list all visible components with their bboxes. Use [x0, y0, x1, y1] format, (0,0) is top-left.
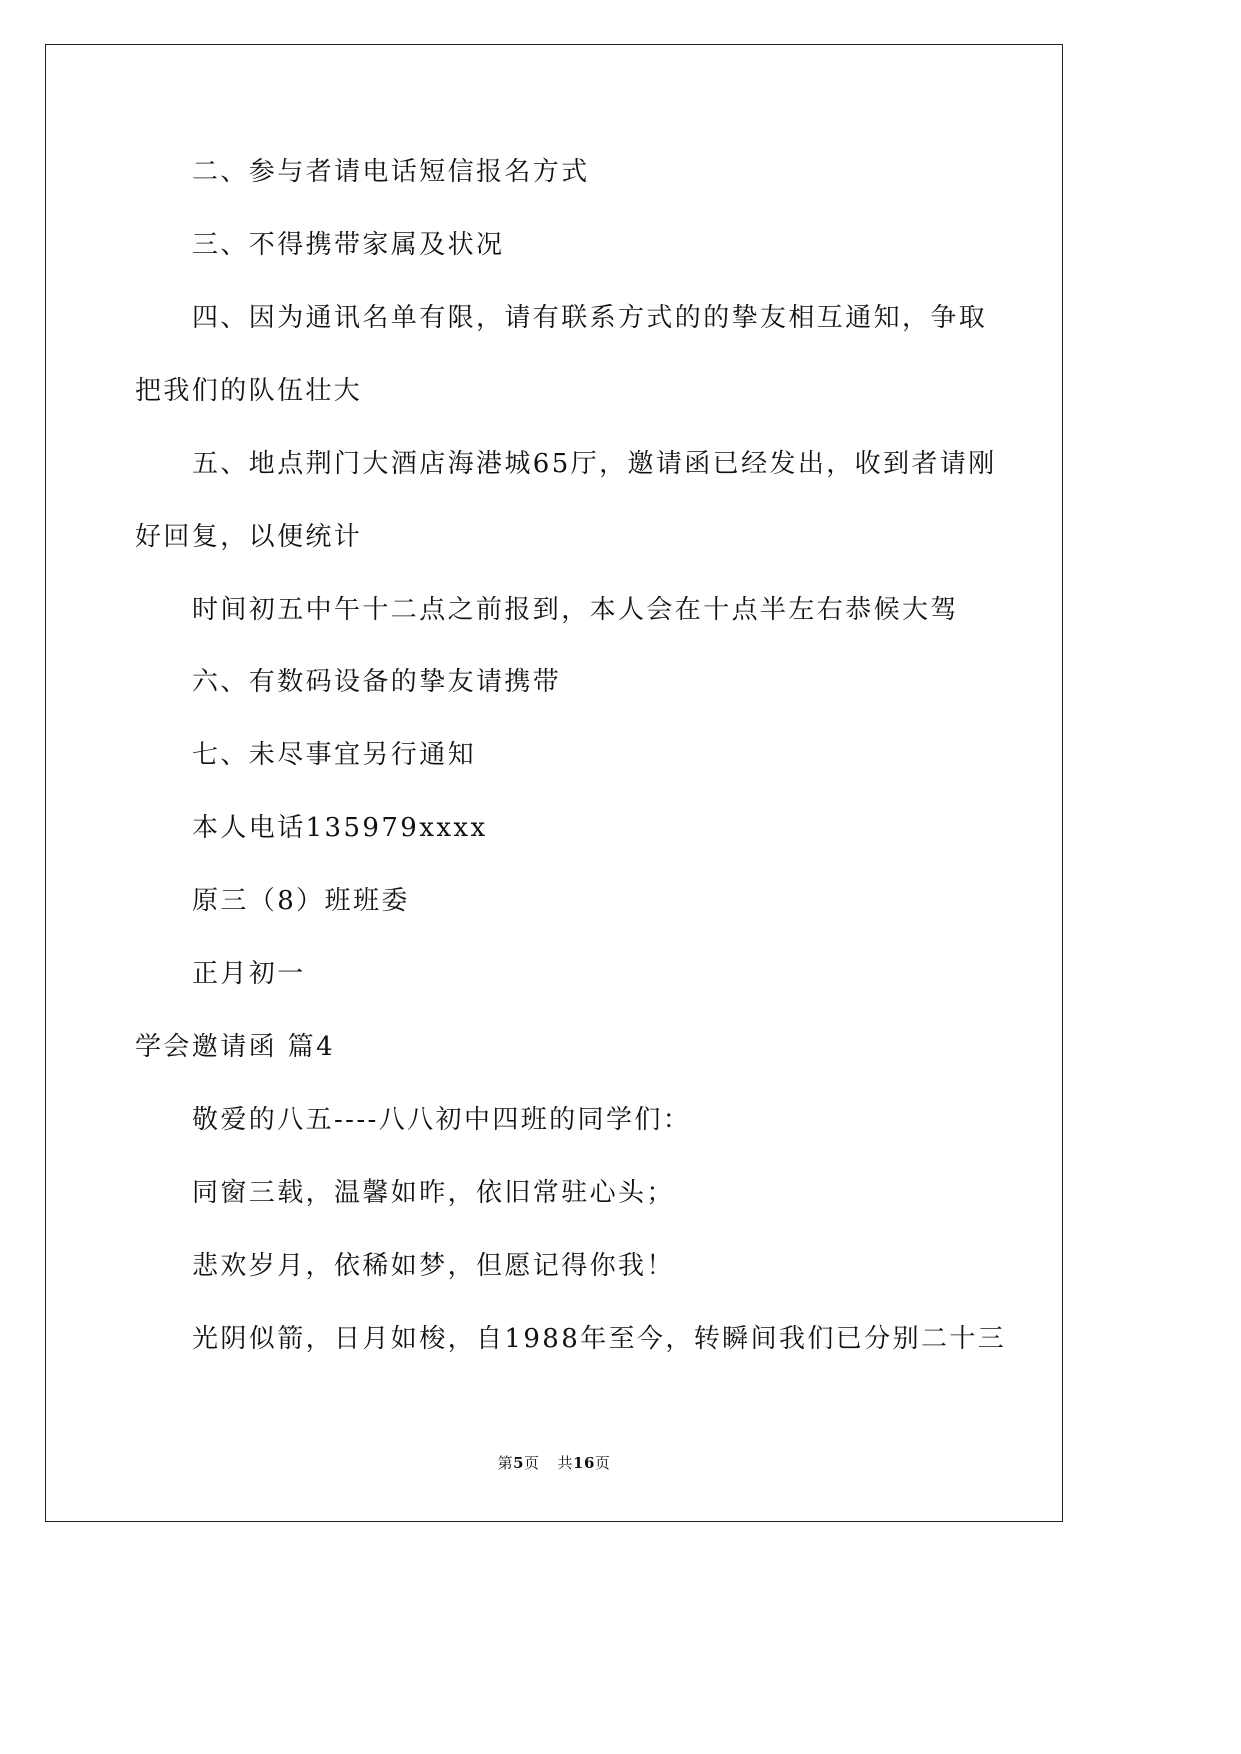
text-line: 本人电话135979xxxx	[192, 813, 488, 843]
text-line: 正月初一	[192, 959, 306, 989]
total-prefix: 共	[557, 1454, 574, 1472]
text-line: 敬爱的八五----八八初中四班的同学们：	[192, 1105, 692, 1135]
text-line: 五、地点荆门大酒店海港城65厅，邀请函已经发出，收到者请刚	[192, 449, 997, 479]
page-prefix: 第	[497, 1454, 514, 1472]
page-border	[45, 44, 1063, 1522]
text-line: 七、未尽事宜另行通知	[192, 740, 477, 770]
text-line: 把我们的队伍壮大	[135, 376, 363, 406]
text-line: 六、有数码设备的挚友请携带	[192, 667, 562, 697]
total-suffix: 页	[594, 1454, 611, 1472]
page-footer	[0, 1453, 1108, 1473]
text-line: 时间初五中午十二点之前报到，本人会在十点半左右恭候大驾	[192, 595, 959, 625]
text-line: 二、参与者请电话短信报名方式	[192, 157, 590, 187]
total-pages: 16	[573, 1454, 595, 1472]
text-line: 原三（8）班班委	[192, 886, 410, 916]
text-line: 同窗三载，温馨如昨，依旧常驻心头；	[192, 1178, 675, 1208]
text-line: 四、因为通讯名单有限，请有联系方式的的挚友相互通知，争取	[192, 303, 988, 333]
page-suffix: 页	[524, 1454, 540, 1472]
text-line: 光阴似箭，日月如梭，自1988年至今，转瞬间我们已分别二十三	[192, 1324, 1007, 1354]
text-line: 好回复，以便统计	[135, 522, 363, 552]
section-heading: 学会邀请函 篇4	[135, 1032, 336, 1062]
text-line: 悲欢岁月，依稀如梦，但愿记得你我！	[192, 1251, 675, 1281]
text-line: 三、不得携带家属及状况	[192, 230, 505, 260]
page-number: 5	[513, 1454, 525, 1472]
